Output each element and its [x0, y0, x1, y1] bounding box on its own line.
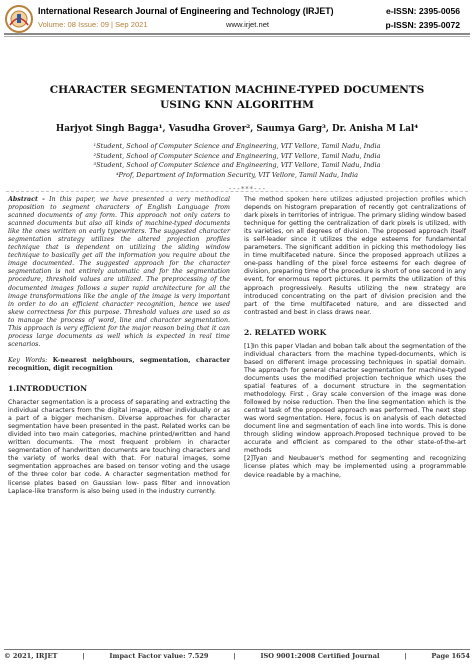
related-work-paragraph-2: [2]Tyan and Neubauer's method for segmenting and recognizing license plates which may be implemented using a programmable device readable by a machine,	[244, 455, 466, 479]
journal-footer	[4, 652, 470, 660]
keywords	[8, 357, 230, 373]
journal-header	[0, 0, 474, 64]
paper-authors: Harjyot Singh Bagga¹, Vasudha Grover², Saumya Garg³, Dr. Anisha M Lal⁴	[55, 124, 419, 134]
method-paragraph: The method spoken here utilizes adjusted projection profiles which depends on histogram preparation of recently got centralizations of dark pixels in territories of intrigue. The primary sliding window based technique for getting the centralization of dark pixels is utilized, with its varieties, on all degrees of division. The proposed approach itself is self-leader since it utilizes the edge esteems for fundamental parameters. The significant addition in picking this methodology lies in time multifaceted nature. Since the proposed approach utilizes a one-pass handling of the pixel force esteems for each degree of division, preparing time of the procedure is short of one second in any event, for enormous report pictures. It permits the utilization of this approach progressively. Results utilizing the new strategy are introduced concentrating on the part of division precision and the part of the time multifaceted nature, and are dissected and contrasted and best in class draws near.	[244, 196, 466, 316]
footer-separator-2: |	[233, 652, 236, 660]
keywords-text: K-nearest neighbours, segmentation, character recognition, digit recognition	[8, 356, 230, 372]
paper-title: CHARACTER SEGMENTATION MACHINE-TYPED DOCUMENTS USING KNN ALGORITHM	[49, 84, 425, 111]
footer-impact-factor: Impact Factor value: 7.529	[109, 652, 209, 660]
affiliation-3: ³Student, School of Computer Science and Engineering, VIT Vellore, Tamil Nadu, India	[93, 161, 381, 170]
footer-copyright: © 2021, IRJET	[4, 652, 58, 660]
footer-iso: ISO 9001:2008 Certified Journal	[260, 652, 380, 660]
introduction-heading: 1.INTRODUCTION	[8, 383, 88, 393]
header-rule	[4, 33, 470, 35]
e-issn: e-ISSN: 2395-0056	[385, 6, 460, 16]
keywords-label: Key Words:	[8, 356, 48, 364]
abstract-text: In this paper, we have presented a very methodical proposition to segment characters of English Language from scanned documents of any form. This approach not only caters to scanned documents but also all kinds of machine-typed documents like the ones written on early typewriters. The suggested character segmentation strategy utilizes the altered projection profiles technique that is dependent on utilizing the sliding window technique to basically get all the information you require about the image documented. The suggested approach for the character segmentation is not entirely automatic and for the segmentation procedure, threshold values are utilized. The preprocessing of the documented images follows a super rapid architecture for all the image transformations like the angle of the image is very important in order to do an efficient character recognition, hence we used skew correctness for this purpose. Threshold values are used so as to manage the process of word, line and character segmentation. This approach is very efficient for the major reason being that it can process large documents as well which is expected in real time scenarios.	[8, 196, 230, 348]
footer-rule	[4, 649, 470, 650]
divider-mark: ---***---	[228, 185, 266, 193]
header-rule-secondary	[4, 36, 470, 37]
left-column	[8, 196, 230, 496]
author-affiliations	[20, 142, 454, 180]
footer-page-number: Page 1654	[431, 652, 470, 660]
affiliation-4: ⁴Prof, Department of Information Security, VIT Vellore, Tamil Nadu, India	[115, 170, 359, 179]
right-column	[244, 196, 466, 480]
volume-info: Volume: 08 Issue: 09 | Sep 2021	[38, 20, 148, 29]
related-work-paragraph-1: [1]In this paper Vladan and boban talk about the segmentation of the individual characters from the machine typed-documents, which is based on different image processing techniques in spatial domain. The approach for general character segmentation for machine-typed documents uses the modified projection technique which uses the spatial features of a document structure in the segmentation methodology. First , Gray scale conversion of the image was done followed by noise reduction. Then the line segmentation which is the central task of the proposed approach was performed. The next step was word segmentation. Here, focus is on analysis of each detected document line and segmentation of each line into words. This is done through sliding window approach.Proposed technique proved to be accurate and efficient as compared to the other state-of-the-art methods	[244, 342, 466, 455]
footer-separator-3: |	[404, 652, 407, 660]
irjet-logo-icon	[4, 4, 34, 34]
p-issn: p-ISSN: 2395-0072	[385, 20, 460, 30]
journal-website-link[interactable]: www.irjet.net	[226, 20, 270, 29]
abstract	[8, 196, 230, 349]
affiliation-1: ¹Student, School of Computer Science and Engineering, VIT Vellore, Tamil Nadu, India	[93, 142, 381, 150]
related-work-heading: 2. RELATED WORK	[244, 327, 327, 337]
footer-separator-1: |	[82, 652, 85, 660]
journal-title: International Research Journal of Engineering and Technology (IRJET)	[38, 6, 334, 16]
affiliation-2: ²Student, School of Computer Science and Engineering, VIT Vellore, Tamil Nadu, India	[93, 151, 381, 160]
abstract-label: Abstract -	[8, 196, 45, 203]
introduction-paragraph: Character segmentation is a process of separating and extracting the individual characters from the digital image, either individually or as a part of a bigger mechanism. Diverse approaches for character segmentation have been presented in the past. Related works can be divided into two main categories, machine printed/written and hand written documents. The most frequent problem in character segmentation of handwritten documents are touching characters and the variety of works deal with that. For natural images, some segmentation approaches are based on tensor voting and the usage of the three color bar code. A character segmentation method for license plates based on Gaussian low- pass filter and innovation Laplace-like transform is also being used in the industry currently.	[8, 399, 230, 495]
